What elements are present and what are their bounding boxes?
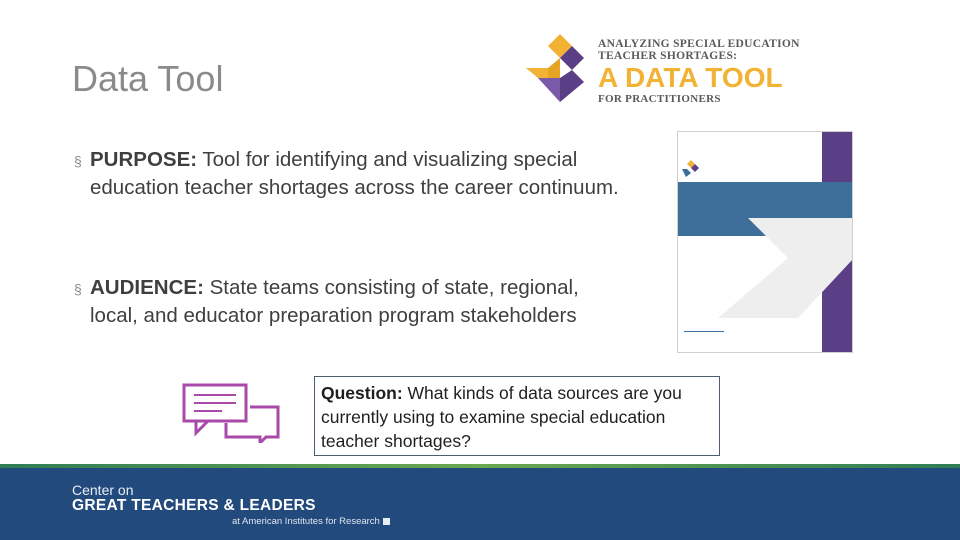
footer-org-line1: Center on [72,482,134,498]
footer-org-line3 [232,516,390,527]
air-logo-icon [383,518,390,525]
bullet-audience-label: AUDIENCE: [90,276,204,299]
question-text: What kinds of data sources are you currently using to examine special education teacher shortages? [321,383,682,451]
pinwheel-logo-icon [524,32,598,106]
cover-chevron-graphic [678,218,853,318]
square-bullet-icon: § [74,281,82,297]
logo-headline: A DATA TOOL [598,62,783,93]
question-box [314,376,720,456]
report-cover-image [677,131,853,353]
bullet-purpose-body: Tool for identifying and visualizing special education teacher shortages across the career continuum. [90,148,619,199]
logo-text [598,38,800,105]
logo-line1: ANALYZING SPECIAL EDUCATION [598,38,800,50]
bullet-audience-body: State teams consisting of state, regional, local, and educator preparation program stakeholders [90,276,579,327]
question-label: Question: [321,383,403,403]
bullet-purpose [74,146,620,202]
slide-title: Data Tool [72,58,224,99]
logo-line3: FOR PRACTITIONERS [598,93,721,105]
bullet-audience-text [90,274,620,330]
data-tool-logo [524,32,814,106]
chat-bubbles-icon [182,383,282,443]
footer-org-line3-text: at American Institutes for Research [232,516,380,527]
bullet-purpose-label: PURPOSE: [90,148,198,171]
cover-footer-logos [684,331,724,344]
logo-line2: TEACHER SHORTAGES: [598,50,738,62]
footer-org-line2: GREAT TEACHERS & LEADERS [72,497,316,514]
bullet-audience [74,274,620,330]
bullet-purpose-text [90,146,620,202]
cover-pinwheel-icon [682,160,700,178]
square-bullet-icon: § [74,153,82,169]
